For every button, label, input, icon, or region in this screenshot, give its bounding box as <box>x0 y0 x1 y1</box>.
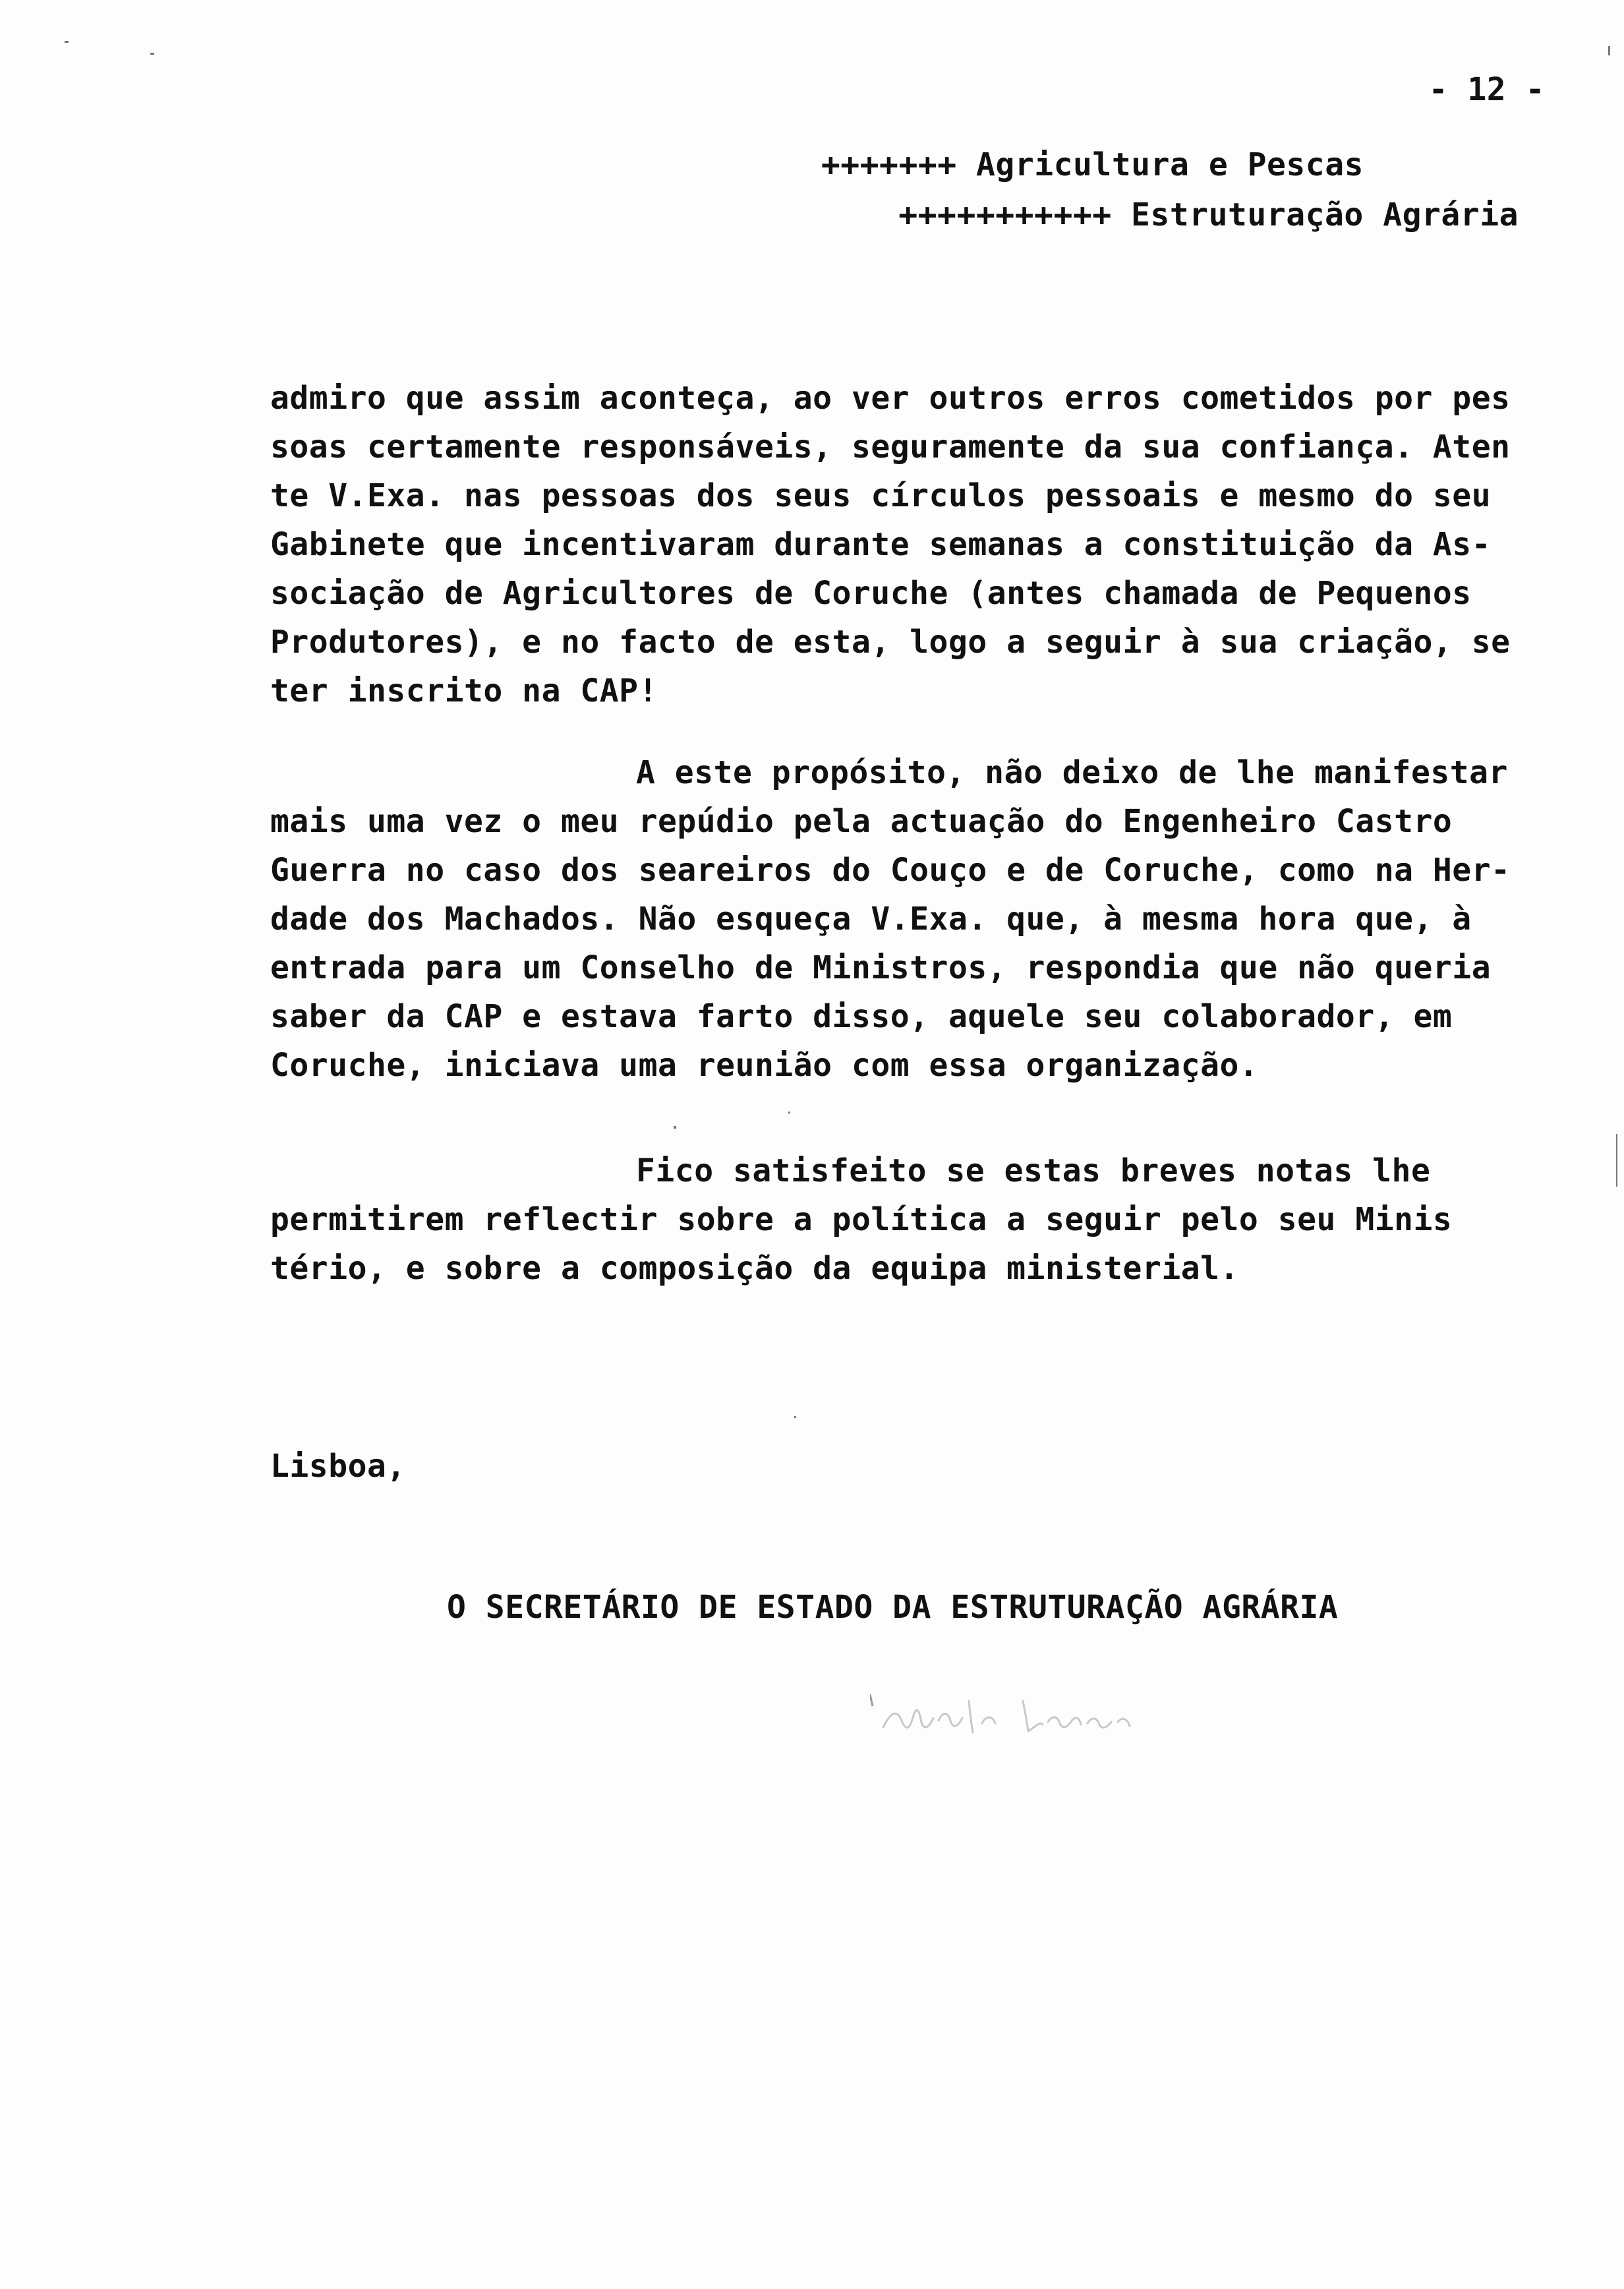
paragraph-2-line-6: saber da CAP e estava farto disso, aquele seu colaborador, em <box>270 998 1453 1035</box>
signatory-title: O SECRETÁRIO DE ESTADO DA ESTRUTURAÇÃO AGRÁRIA <box>447 1589 1339 1626</box>
header-department: +++++++++++ Estruturação Agrária <box>898 196 1519 233</box>
paragraph-1-line-2: soas certamente responsáveis, seguramente da sua confiança. Aten <box>270 429 1511 465</box>
page-number: - 12 - <box>1428 71 1545 108</box>
paragraph-2-line-3: Guerra no caso dos seareiros do Couço e de Coruche, como na Her- <box>270 852 1511 889</box>
paragraph-3-line-1: Fico satisfeito se estas breves notas lhe <box>636 1152 1431 1189</box>
paragraph-2-line-7: Coruche, iniciava uma reunião com essa organização. <box>270 1047 1259 1084</box>
paragraph-2-line-2: mais uma vez o meu repúdio pela actuação do Engenheiro Castro <box>270 803 1453 840</box>
paragraph-2-line-1: A este propósito, não deixo de lhe manifestar <box>636 754 1508 791</box>
paragraph-3-line-2: permitirem reflectir sobre a política a seguir pelo seu Minis <box>270 1201 1453 1238</box>
paragraph-1-line-7: ter inscrito na CAP! <box>270 672 658 709</box>
handwritten-signature <box>870 1675 1147 1754</box>
paragraph-3-line-3: tério, e sobre a composição da equipa ministerial. <box>270 1250 1239 1287</box>
paragraph-1-line-6: Produtores), e no facto de esta, logo a seguir à sua criação, se <box>270 624 1511 661</box>
paragraph-2-line-4: dade dos Machados. Não esqueça V.Exa. que, à mesma hora que, à <box>270 901 1472 937</box>
paragraph-1-line-4: Gabinete que incentivaram durante semanas a constituição da As- <box>270 526 1492 563</box>
paragraph-1-line-5: sociação de Agricultores de Coruche (antes chamada de Pequenos <box>270 575 1472 612</box>
paragraph-1-line-1: admiro que assim aconteça, ao ver outros erros cometidos por pes <box>270 380 1511 417</box>
header-ministry: +++++++ Agricultura e Pescas <box>821 146 1364 183</box>
paragraph-1-line-3: te V.Exa. nas pessoas dos seus círculos pessoais e mesmo do seu <box>270 477 1492 514</box>
place-line: Lisboa, <box>270 1448 406 1485</box>
paragraph-2-line-5: entrada para um Conselho de Ministros, respondia que não queria <box>270 949 1492 986</box>
